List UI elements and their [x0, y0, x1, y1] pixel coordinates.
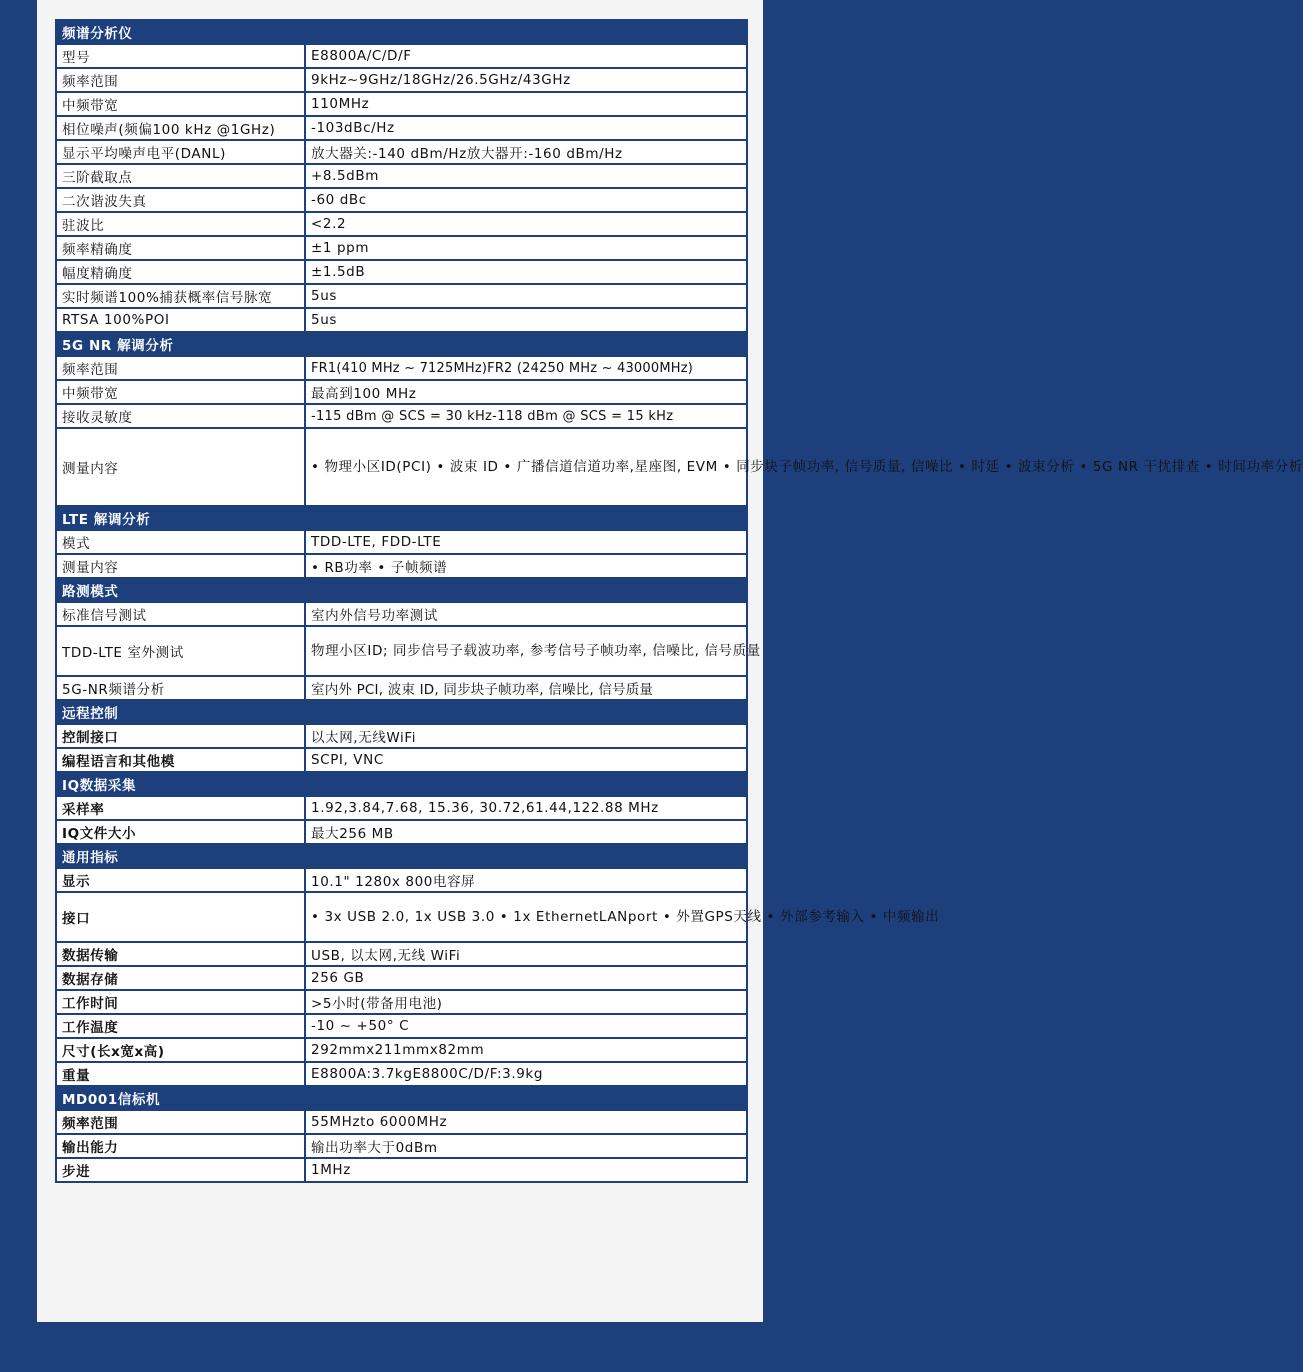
table-row: [56, 164, 747, 188]
row-value: 1.92,3.84,7.68, 15.36, 30.72,61.44,122.88 MHz: [305, 796, 747, 820]
section-title: LTE 解调分析: [56, 506, 747, 530]
row-label: 幅度精确度: [56, 260, 305, 284]
table-row: [56, 796, 747, 820]
row-value: 1MHz: [305, 1158, 747, 1182]
section-header: [56, 332, 747, 356]
row-value: <2.2: [305, 212, 747, 236]
table-row: [56, 380, 747, 404]
table-row: [56, 188, 747, 212]
table-row: [56, 284, 747, 308]
row-value: FR1(410 MHz ~ 7125MHz)FR2 (24250 MHz ~ 43000MHz): [305, 356, 747, 380]
table-row: [56, 966, 747, 990]
row-value: -60 dBc: [305, 188, 747, 212]
section-header: [56, 1086, 747, 1110]
table-row: [56, 68, 747, 92]
table-row: [56, 602, 747, 626]
row-value: >5小时(带备用电池): [305, 990, 747, 1014]
section-title: 路测模式: [56, 578, 747, 602]
table-row: [56, 356, 747, 380]
table-row: [56, 1014, 747, 1038]
row-label: 频率范围: [56, 1110, 305, 1134]
row-label: 接口: [56, 892, 305, 942]
table-row: [56, 212, 747, 236]
row-label: 步进: [56, 1158, 305, 1182]
section-header: [56, 772, 747, 796]
row-label: 控制接口: [56, 724, 305, 748]
table-row: [56, 748, 747, 772]
table-row: [56, 990, 747, 1014]
row-label: 尺寸(长x宽x高): [56, 1038, 305, 1062]
table-row: [56, 868, 747, 892]
table-row: [56, 892, 747, 942]
section-title: MD001信标机: [56, 1086, 747, 1110]
row-label: 中频带宽: [56, 380, 305, 404]
table-row: [56, 1038, 747, 1062]
table-row: [56, 1158, 747, 1182]
row-value: 10.1" 1280x 800电容屏: [305, 868, 747, 892]
row-label: 三阶截取点: [56, 164, 305, 188]
row-label: 标准信号测试: [56, 602, 305, 626]
row-label: 实时频谱100%捕获概率信号脉宽: [56, 284, 305, 308]
row-value: 以太网,无线WiFi: [305, 724, 747, 748]
row-label: IQ文件大小: [56, 820, 305, 844]
row-value: -115 dBm @ SCS = 30 kHz-118 dBm @ SCS = 15 kHz: [305, 404, 747, 428]
row-label: 采样率: [56, 796, 305, 820]
row-value: ±1 ppm: [305, 236, 747, 260]
row-label: 驻波比: [56, 212, 305, 236]
row-value: 最大256 MB: [305, 820, 747, 844]
row-label: 数据传输: [56, 942, 305, 966]
table-row: [56, 942, 747, 966]
row-value: ±1.5dB: [305, 260, 747, 284]
table-row: [56, 92, 747, 116]
table-row: [56, 116, 747, 140]
table-row: [56, 236, 747, 260]
table-row: [56, 428, 747, 506]
row-label: 工作时间: [56, 990, 305, 1014]
table-row: [56, 1110, 747, 1134]
row-label: TDD-LTE 室外测试: [56, 626, 305, 676]
table-row: [56, 308, 747, 332]
row-value: 输出功率大于0dBm: [305, 1134, 747, 1158]
row-value: -10 ~ +50° C: [305, 1014, 747, 1038]
row-value: E8800A/C/D/F: [305, 44, 747, 68]
table-row: [56, 1062, 747, 1086]
spec-table: [55, 19, 1303, 1183]
table-row: [56, 44, 747, 68]
row-label: 频率范围: [56, 356, 305, 380]
section-header: [56, 578, 747, 602]
table-row: [56, 626, 747, 676]
table-row: [56, 404, 747, 428]
row-value: 9kHz~9GHz/18GHz/26.5GHz/43GHz: [305, 68, 747, 92]
row-value: • 3x USB 2.0, 1x USB 3.0 • 1x EthernetLANport • 外置GPS天线 • 外部参考输入 • 中频输出: [305, 892, 747, 942]
row-label: 频率精确度: [56, 236, 305, 260]
row-value: 5us: [305, 308, 747, 332]
row-label: 输出能力: [56, 1134, 305, 1158]
section-header: [56, 506, 747, 530]
section-title: 频谱分析仪: [56, 20, 747, 44]
row-value: 256 GB: [305, 966, 747, 990]
table-row: [56, 530, 747, 554]
table-row: [56, 676, 747, 700]
row-value: E8800A:3.7kgE8800C/D/F:3.9kg: [305, 1062, 747, 1086]
row-value: 55MHzto 6000MHz: [305, 1110, 747, 1134]
row-value: USB, 以太网,无线 WiFi: [305, 942, 747, 966]
row-value: • 物理小区ID(PCI) • 波束 ID • 广播信道信道功率,星座图, EVM • 同步块子帧功率, 信号质量, 信噪比 • 时延 • 波束分析 • 5G NR 干扰排查 • 时间功率分析: [305, 428, 747, 506]
row-label: 中频带宽: [56, 92, 305, 116]
row-value: -103dBc/Hz: [305, 116, 747, 140]
row-label: 编程语言和其他模: [56, 748, 305, 772]
row-label: 5G-NR频谱分析: [56, 676, 305, 700]
row-label: 数据存储: [56, 966, 305, 990]
section-title: 通用指标: [56, 844, 747, 868]
table-row: [56, 554, 747, 578]
row-value: 最高到100 MHz: [305, 380, 747, 404]
row-label: 显示: [56, 868, 305, 892]
table-row: [56, 1134, 747, 1158]
row-label: 工作温度: [56, 1014, 305, 1038]
row-label: 重量: [56, 1062, 305, 1086]
table-row: [56, 820, 747, 844]
bottom-band: [0, 1322, 800, 1372]
row-value: +8.5dBm: [305, 164, 747, 188]
row-label: 接收灵敏度: [56, 404, 305, 428]
section-header: [56, 700, 747, 724]
row-label: 模式: [56, 530, 305, 554]
row-value: 室内外 PCI, 波束 ID, 同步块子帧功率, 信噪比, 信号质量: [305, 676, 747, 700]
row-label: 显示平均噪声电平(DANL): [56, 140, 305, 164]
table-row: [56, 260, 747, 284]
row-value: • RB功率 • 子帧频谱: [305, 554, 747, 578]
row-value: 放大器关:-140 dBm/Hz放大器开:-160 dBm/Hz: [305, 140, 747, 164]
row-value: 5us: [305, 284, 747, 308]
row-label: 二次谐波失真: [56, 188, 305, 212]
table-row: [56, 140, 747, 164]
row-label: 型号: [56, 44, 305, 68]
row-value: 292mmx211mmx82mm: [305, 1038, 747, 1062]
row-value: 室内外信号功率测试: [305, 602, 747, 626]
row-label: RTSA 100%POI: [56, 308, 305, 332]
row-label: 测量内容: [56, 428, 305, 506]
section-header: [56, 20, 747, 44]
section-title: 远程控制: [56, 700, 747, 724]
row-value: 110MHz: [305, 92, 747, 116]
row-value: 物理小区ID; 同步信号子载波功率, 参考信号子帧功率, 信噪比, 信号质量: [305, 626, 747, 676]
row-label: 相位噪声(频偏100 kHz @1GHz): [56, 116, 305, 140]
section-header: [56, 844, 747, 868]
section-title: IQ数据采集: [56, 772, 747, 796]
row-value: SCPI, VNC: [305, 748, 747, 772]
table-row: [56, 724, 747, 748]
row-value: TDD-LTE, FDD-LTE: [305, 530, 747, 554]
row-label: 测量内容: [56, 554, 305, 578]
row-label: 频率范围: [56, 68, 305, 92]
section-title: 5G NR 解调分析: [56, 332, 747, 356]
